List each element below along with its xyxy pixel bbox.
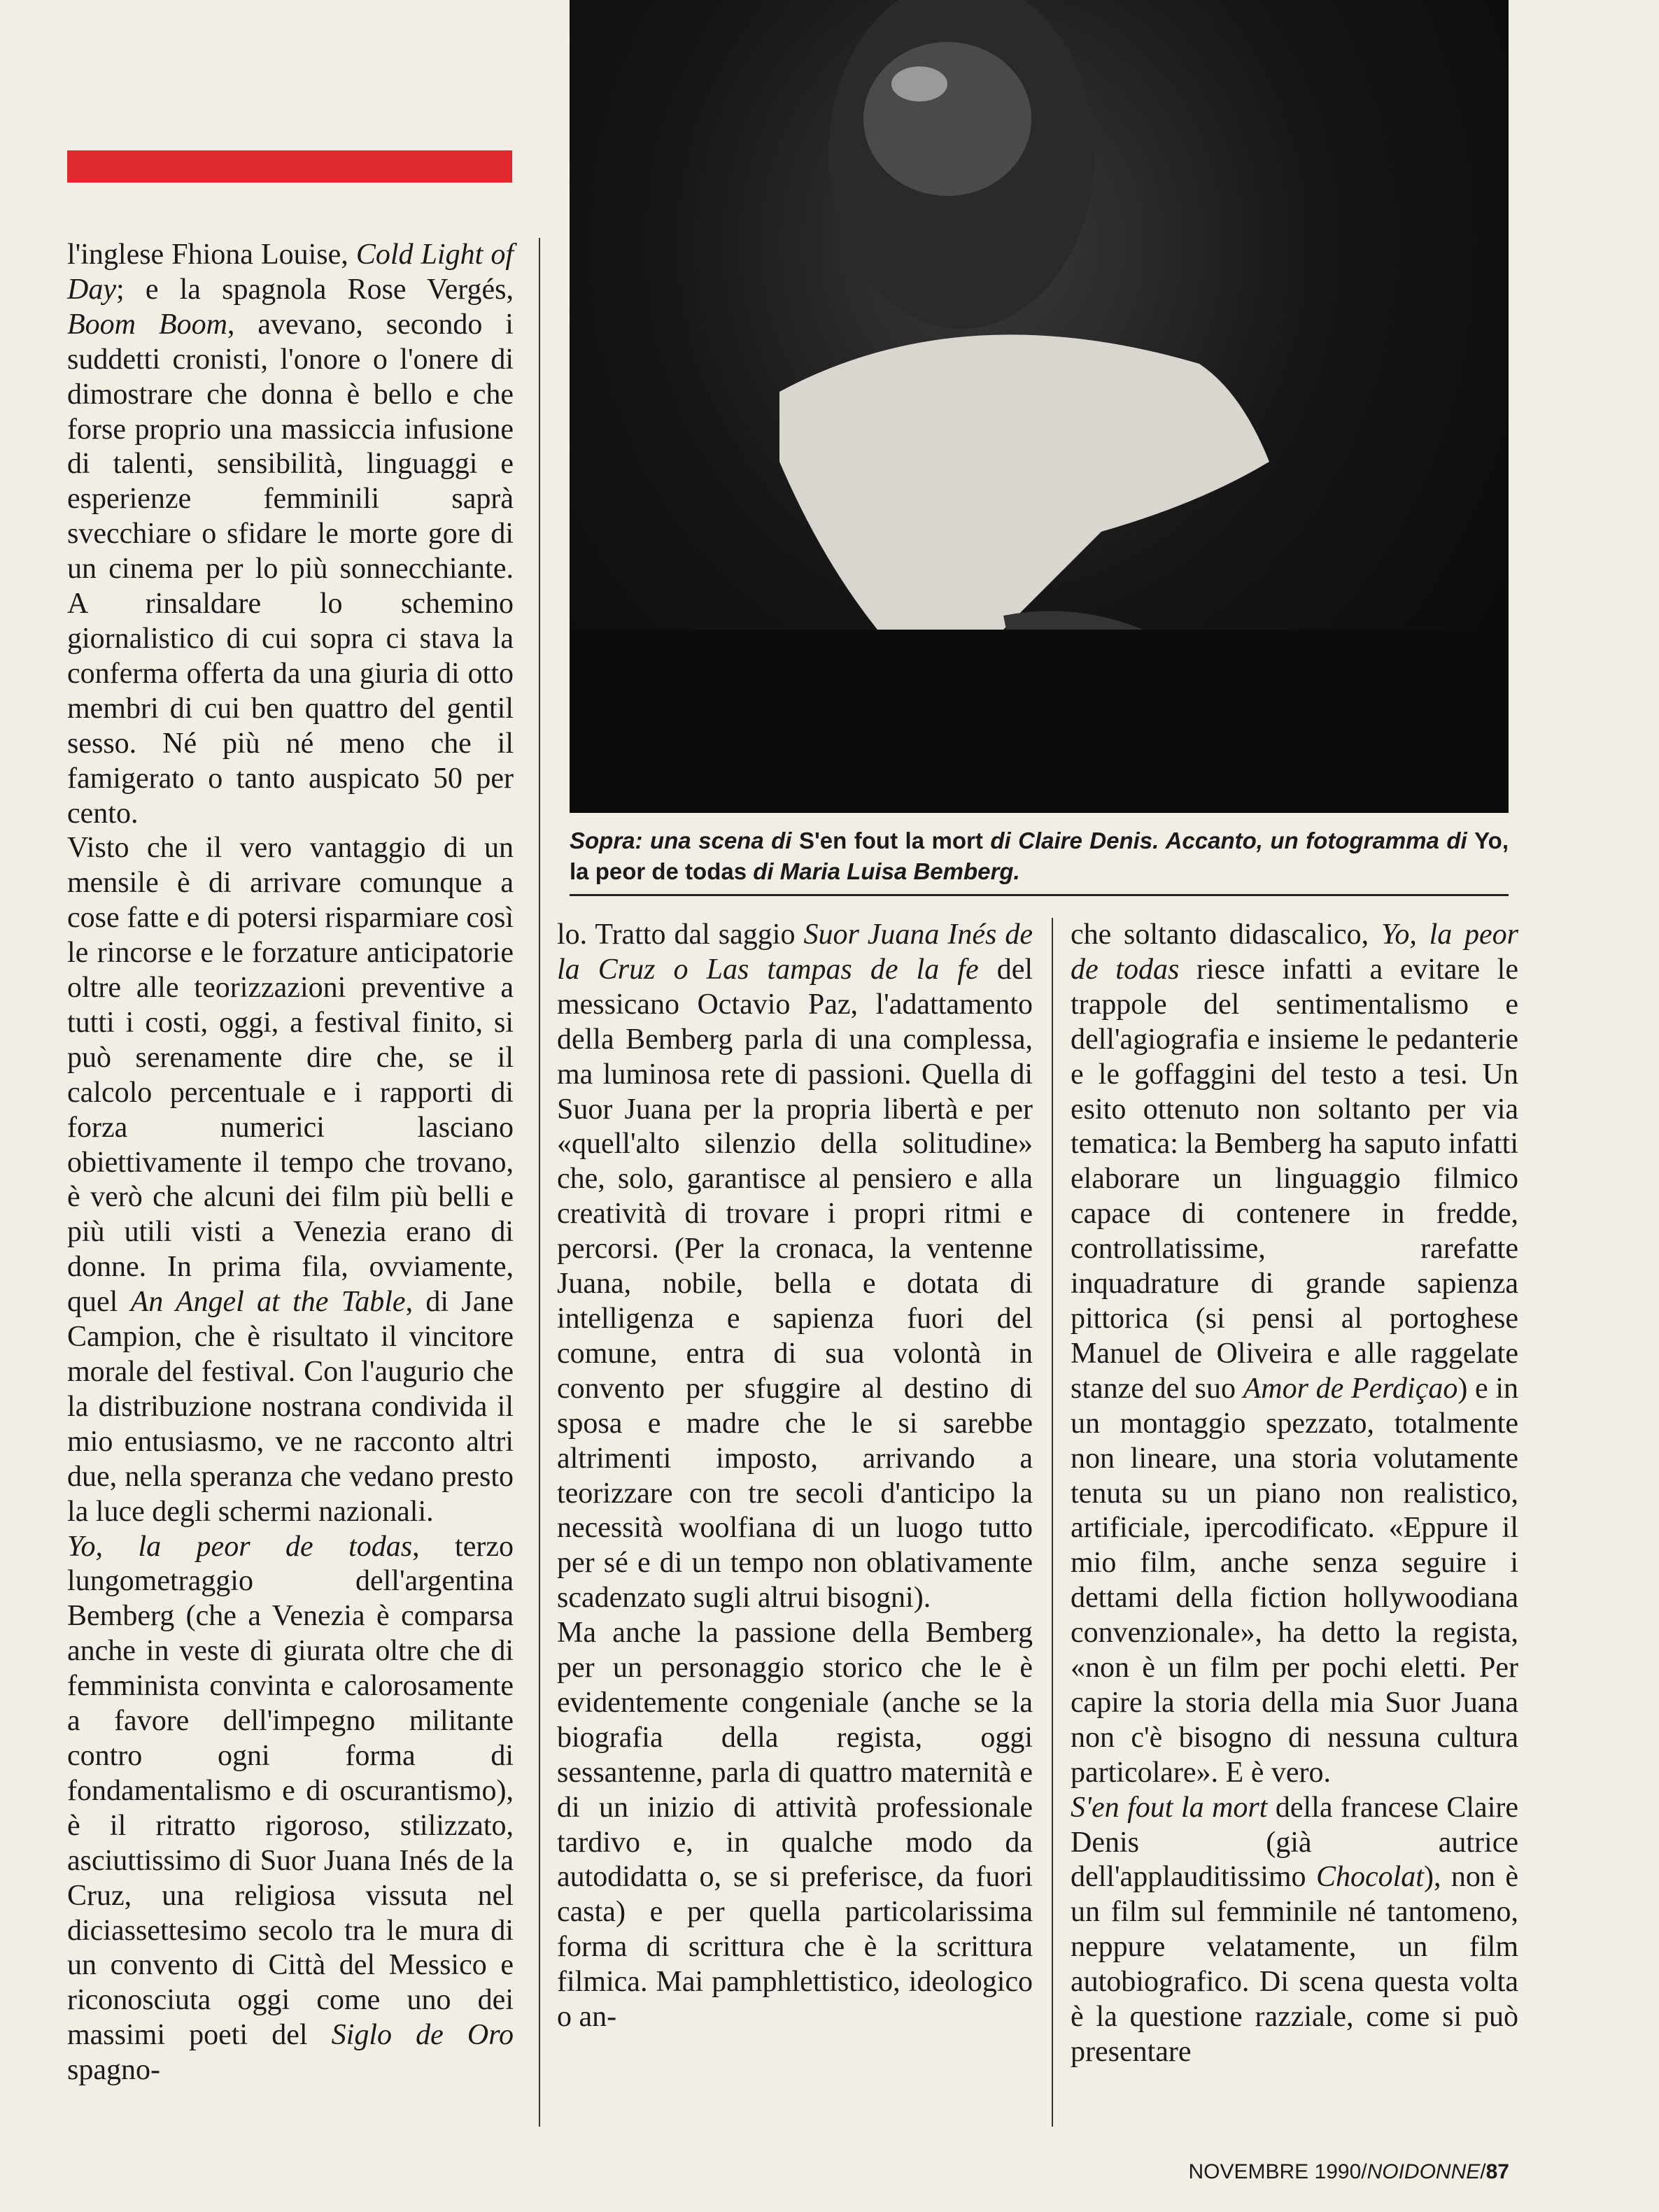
paragraph: Ma anche la passione della Bemberg per un personaggio storico che le è evidentemente congeniale (anche se la biografia della regista, oggi sessantenne, parla di quattro maternità e di un inizio di attività professionale tardivo e, in qualche modo da autodidatta o, se si preferisce, da fuori casta) e per quella particolarissima forma di scrittura che è la scrittura filmica. Mai pamphlettistico, ideologico o an- [557,1617,1033,2034]
column-divider-1 [539,238,540,2127]
red-accent-bar [67,150,512,183]
column-divider-2 [1052,918,1053,2127]
photo-caption: Sopra: una scena di S'en fout la mort di Claire Denis. Accanto, un fotogramma di Yo, la peor de todas di Maria Luisa Bemberg. [570,828,1509,884]
film-still-photo [570,0,1509,813]
paragraph: lo. Tratto dal saggio Suor Juana Inés de la Cruz o Las tampas de la fe del messicano Octavio Paz, l'adattamento della Bemberg parla di una complessa, ma luminosa rete di passioni. Quella di Suor Juana per la propria libertà e per «quell'alto silenzio della solitudine» che, solo, garantisce al pensiero e alla creatività di trovare i propri ritmi e percorsi. (Per la cronaca, la ventenne Juana, nobile, bella e dotata di intelligenza e sapienza fuori del comune, entra di sua volontà in convento per sfuggire al destino di sposa e madre che le si sarebbe altrimenti imposto, arrivando a teorizzare con tre secoli d'anticipo la necessità woolfiana di un luogo tutto per sé e di un tempo non oblativamente scadenzato sugli altrui bisogni). [557,919,1033,1615]
paragraph: l'inglese Fhiona Louise, Cold Light of Day; e la spagnola Rose Vergés, Boom Boom, avevano, secondo i suddetti cronisti, l'onore o l'onere di dimostrare che donna è bello e che forse proprio una massiccia infusione di talenti, sensibilità, linguaggi e esperienze femminili saprà svecchiare o sfidare le morte gore di un cinema per lo più sonnecchiante. A rinsaldare lo schemino giornalistico di cui sopra ci stava la conferma offerta da una giuria di otto membri di cui ben quattro del gentil sesso. Né più né meno che il famigerato o tanto auspicato 50 per cento. [67,239,514,830]
paragraph: che soltanto didascalico, Yo, la peor de todas riesce infatti a evitare le trappole del sentimentalismo e dell'agiografia e insieme le pedanterie e le goffaggini del testo a tesi. Un esito ottenuto non soltanto per via tematica: la Bemberg ha saputo infatti elaborare un linguaggio filmico capace di contenere in fredde, controllatissime, rarefatte inquadrature di grande sapienza pittorica (si pensi al portoghese Manuel de Oliveira e alle raggelate stanze del suo Amor de Perdiçao) e in un montaggio spezzato, totalmente non lineare, una storia volutamente tenuta su un piano non realistico, artificiale, ipercodificato. «Eppure il mio film, anche senza seguire i dettami della fiction hollywoodiana convenzionale», ha detto la regista, «non è un film per pochi eletti. Per capire la storia della mia Suor Juana non c'è bisogno di nessuna cultura particolare». E è vero. [1071,919,1519,1789]
caption-divider [570,894,1509,896]
paragraph: Yo, la peor de todas, terzo lungometraggio dell'argentina Bemberg (che a Venezia è comparsa anche in veste di giurata oltre che di femminista convinta e calorosamente a favore dell'impegno militante contro ogni forma di fondamentalismo e di oscurantismo), è il ritratto rigoroso, stilizzato, asciuttissimo di Suor Juana Inés de la Cruz, una religiosa vissuta nel diciassettesimo secolo tra le mura di un convento di Città del Messico e riconosciuta oggi come uno dei massimi poeti del Siglo de Oro spagno- [67,1530,514,2087]
paragraph: Visto che il vero vantaggio di un mensile è di arrivare comunque a cose fatte e di potersi risparmiare così le rincorse e le forzature anticipatorie oltre alle teorizzazioni preventive a tutti i costi, oggi, a festival finito, si può serenamente dire che, se il calcolo percentuale e i rapporti di forza numerici lasciano obiettivamente il tempo che trovano, è verò che alcuni dei film più belli e più utili visti a Venezia erano di donne. In prima fila, ovviamente, quel An Angel at the Table, di Jane Campion, che è risultato il vincitore morale del festival. Con l'augurio che la distribuzione nostrana condivida il mio entusiasmo, ve ne racconto altri due, nella speranza che vedano presto la luce degli schermi nazionali. [67,832,514,1528]
page-footer: NOVEMBRE 1990/NOIDONNE/87 [1188,2160,1509,2183]
article-column-3 [1071,918,1518,2070]
photo-illustration [570,0,1509,813]
article-column-1 [67,238,514,2088]
article-column-2 [557,918,1033,2035]
paragraph: S'en fout la mort della francese Claire Denis (già autrice dell'applauditissimo Chocolat), non è un film sul femminile né tantomeno, neppure velatamente, un film autobiografico. Di scena questa volta è la questione razziale, come si può presentare [1071,1791,1518,2068]
